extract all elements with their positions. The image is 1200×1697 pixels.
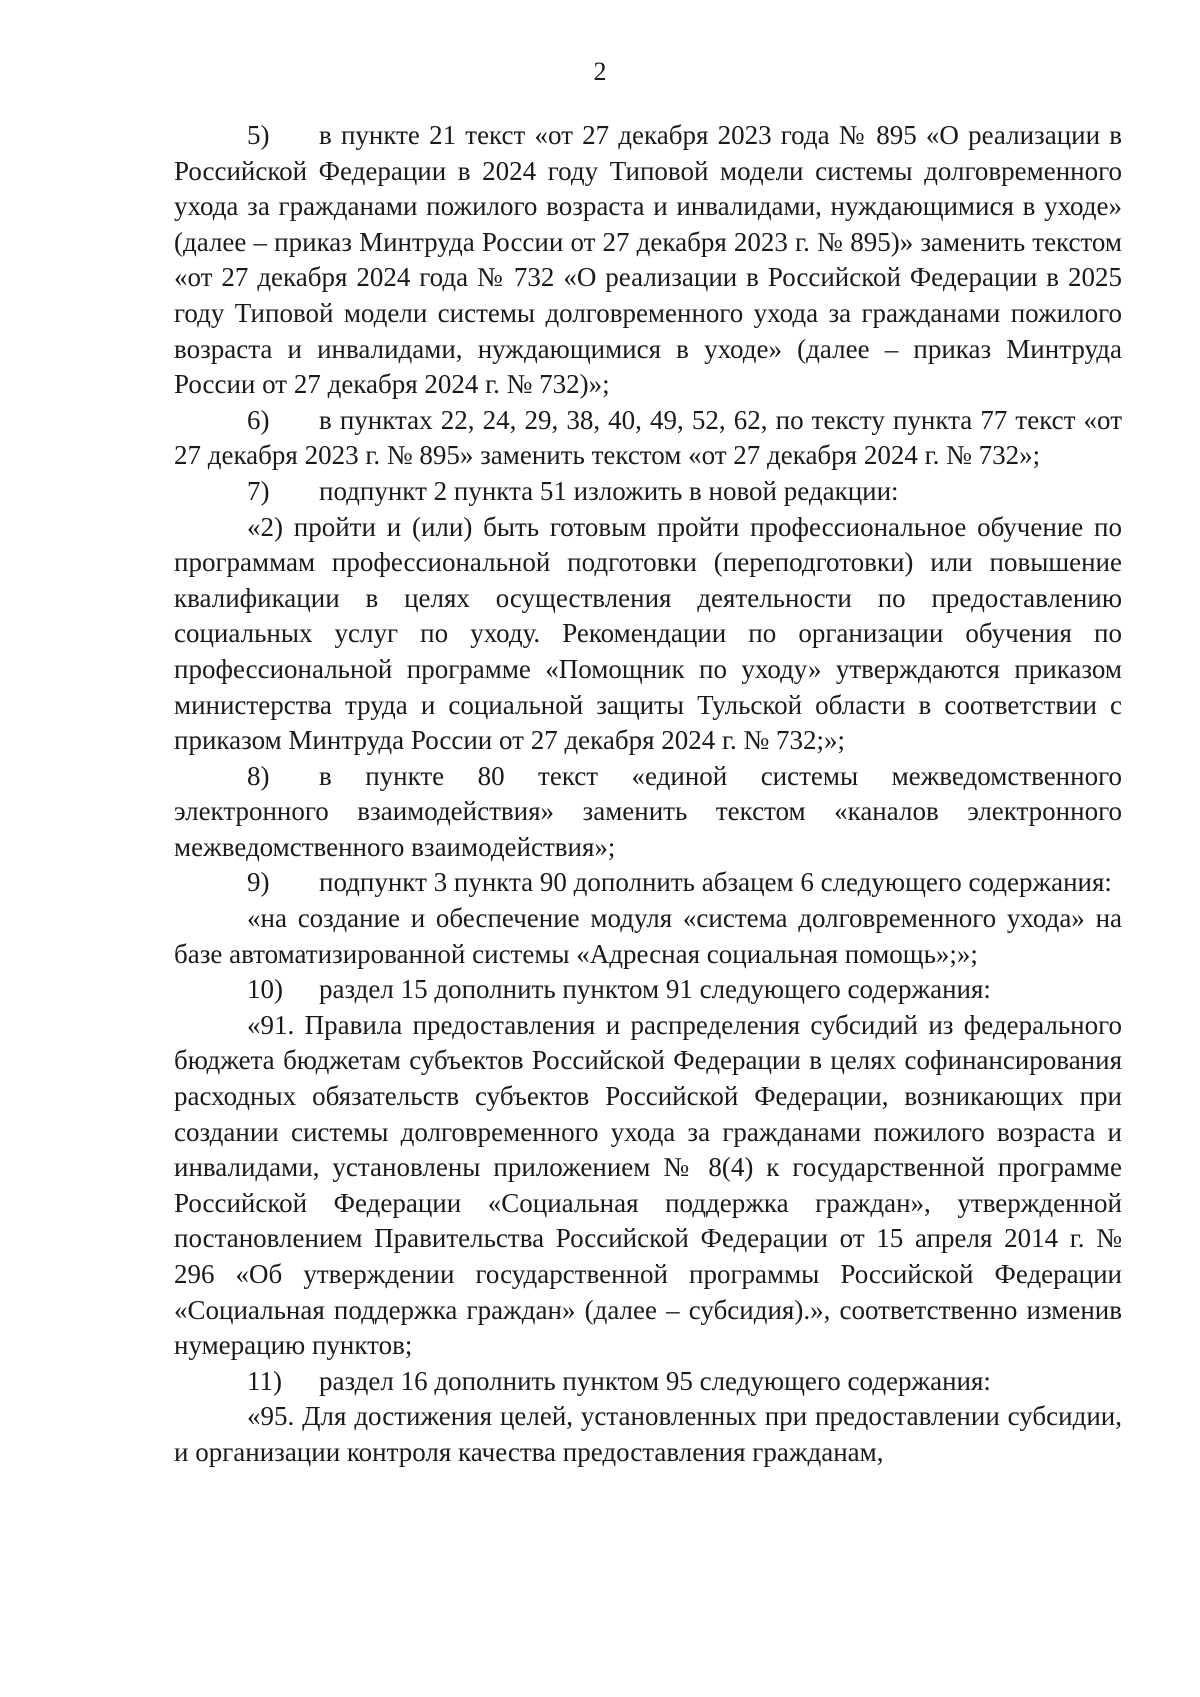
quoted-paragraph	[174, 1399, 1122, 1470]
item-number: 8)	[247, 760, 270, 791]
item-text: «2) пройти и (или) быть готовым пройти профессиональное обучение по программам профессиональной подготовки (переподготовки) или повышение квалификации в целях осуществления деятельности по предоставлению социальных услуг по уходу. Рекомендации по организации обучения по профессиональной программе «Помощник по уходу» утверждаются приказом министерства труда и социальной защиты Тульской области в соответствии с приказом Минтруда России от 27 декабря 2024 г. № 732;»;	[174, 511, 1122, 756]
item-text: подпункт 2 пункта 51 изложить в новой редакции:	[319, 475, 899, 506]
list-item	[174, 865, 1122, 901]
item-text: в пункте 80 текст «единой системы межведомственного электронного взаимодействия» заменить текстом «каналов электронного межведомственного взаимодействия»;	[174, 760, 1122, 862]
document-body	[174, 118, 1122, 1471]
quoted-paragraph	[174, 510, 1122, 759]
item-text: в пунктах 22, 24, 29, 38, 40, 49, 52, 62, по тексту пункта 77 текст «от 27 декабря 2023 г. № 895» заменить текстом «от 27 декабря 2024 г. № 732»;	[174, 404, 1122, 471]
list-item	[174, 403, 1122, 474]
page-number: 2	[593, 57, 607, 86]
item-number: 6)	[247, 404, 270, 435]
item-number: 5)	[247, 120, 270, 150]
item-number: 7)	[247, 475, 270, 506]
quoted-paragraph	[174, 1008, 1122, 1364]
item-text: раздел 15 дополнить пунктом 91 следующего содержания:	[319, 974, 991, 1005]
quoted-paragraph	[174, 901, 1122, 972]
list-item	[174, 972, 1122, 1008]
item-text: «91. Правила предоставления и распределения субсидий из федерального бюджета бюджетам субъектов Российской Федерации в целях софинансирования расходных обязательств субъектов Российской Федерации, возникающих при создании системы долговременного ухода за гражданами пожилого возраста и инвалидами, установлены приложением № 8(4) к государственной программе Российской Федерации «Социальная поддержка граждан», утвержденной постановлением Правительства Российской Федерации от 15 апреля 2014 г. № 296 «Об утверждении государственной программы Российской Федерации «Социальная поддержка граждан» (далее – субсидия).», соответственно изменив нумерацию пунктов;	[174, 1009, 1122, 1361]
list-item	[174, 759, 1122, 866]
item-text: раздел 16 дополнить пунктом 95 следующего содержания:	[319, 1365, 991, 1396]
list-item	[174, 474, 1122, 510]
item-text: подпункт 3 пункта 90 дополнить абзацем 6 следующего содержания:	[319, 867, 1112, 898]
item-number: 10)	[247, 974, 283, 1005]
item-text: «95. Для достижения целей, установленных при предоставлении субсидии, и организации контроля качества предоставления гражданам,	[174, 1401, 1122, 1467]
list-item	[174, 1364, 1122, 1400]
item-text: в пункте 21 текст «от 27 декабря 2023 года № 895 «О реализации в Российской Федерации в 2024 году Типовой модели системы долговременного ухода за гражданами пожилого возраста и инвалидами, нуждающимися в уходе» (далее – приказ Минтруда России от 27 декабря 2023 г. № 895)» заменить текстом «от 27 декабря 2024 года № 732 «О реализации в Российской Федерации в 2025 году Типовой модели системы долговременного ухода за гражданами пожилого возраста и инвалидами, нуждающимися в уходе» (далее – приказ Минтруда России от 27 декабря 2024 г. № 732)»;	[174, 120, 1122, 400]
item-text: «на создание и обеспечение модуля «система долговременного ухода» на базе автоматизированной системы «Адресная социальная помощь»;»;	[174, 903, 1122, 969]
item-number: 11)	[247, 1365, 282, 1396]
item-number: 9)	[247, 867, 270, 898]
list-item	[174, 118, 1122, 403]
